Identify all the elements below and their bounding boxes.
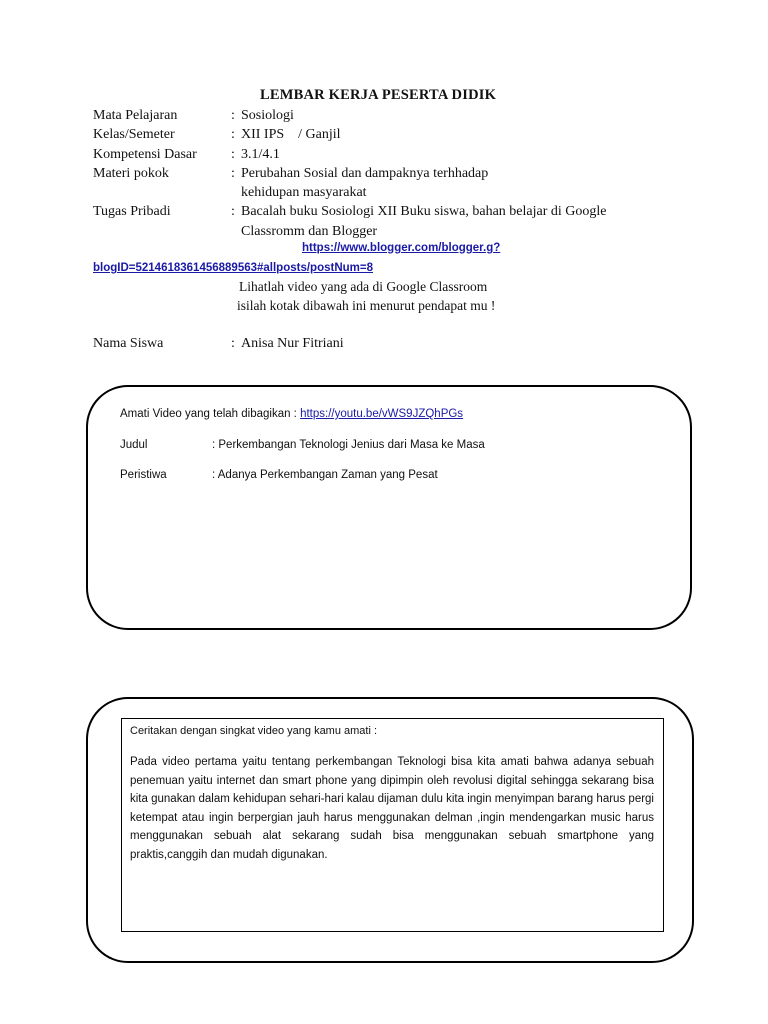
field-value-continued: Classromm dan Blogger [241,224,378,239]
judul-value: : Perkembangan Teknologi Jenius dari Masa ke Masa [212,439,485,451]
field-separator: : [231,204,235,219]
instruction-fill-box: isilah kotak dibawah ini menurut pendapat mu ! [237,298,496,313]
field-value-continued: kehidupan masyarakat [241,185,367,200]
blogger-link-line1[interactable]: https://www.blogger.com/blogger.g? [302,242,501,254]
page-title: LEMBAR KERJA PESERTA DIDIK [260,87,497,103]
video-line [120,408,463,420]
instruction-watch-video: Lihatlah video yang ada di Google Classroom [239,279,488,294]
field-separator: : [231,127,235,142]
field-label: Materi pokok [93,166,169,181]
peristiwa-label: Peristiwa [120,469,167,481]
field-value: Sosiologi [241,108,294,123]
field-separator: : [231,336,235,351]
story-prompt: Ceritakan dengan singkat video yang kamu amati : [130,725,378,737]
blogger-link-line2[interactable]: blogID=5214618361456889563#allposts/postNum=8 [93,262,373,274]
judul-label: Judul [120,439,148,451]
video-prompt: Amati Video yang telah dibagikan : [120,408,301,420]
field-separator: : [231,108,235,123]
field-label: Kelas/Semeter [93,127,175,142]
field-label: Mata Pelajaran [93,108,178,123]
field-label: Nama Siswa [93,336,164,351]
field-value: XII IPS / Ganjil [241,127,341,142]
video-info-box [86,385,692,630]
youtube-link[interactable]: https://youtu.be/vWS9JZQhPGs [300,408,464,420]
field-value: Anisa Nur Fitriani [241,336,344,351]
field-label: Kompetensi Dasar [93,147,197,162]
story-paragraph: Pada video pertama yaitu tentang perkembangan Teknologi bisa kita amati bahwa adanya sebuah penemuan yaitu internet dan smart phone yang dipimpin oleh revolusi digital sehingga sekarang bisa kita gunakan dalam kehidupan sehari-hari kalau dijaman dulu kita ingin menyimpan barang harus pergi ketempat atau ingin berpergian jauh harus menggunakan delman ,ingin mendengarkan music harus menggunakan sebuah alat sekarang sudah bisa menggunakan sebuah smartphone yang praktis,canggih dan mudah digunakan. [130,756,654,861]
field-label: Tugas Pribadi [93,204,171,219]
peristiwa-value: : Adanya Perkembangan Zaman yang Pesat [212,469,438,481]
field-value: 3.1/4.1 [241,147,280,162]
field-value: Perubahan Sosial dan dampaknya terhhadap [241,166,489,181]
field-separator: : [231,166,235,181]
field-value: Bacalah buku Sosiologi XII Buku siswa, bahan belajar di Google [241,204,607,219]
field-separator: : [231,147,235,162]
